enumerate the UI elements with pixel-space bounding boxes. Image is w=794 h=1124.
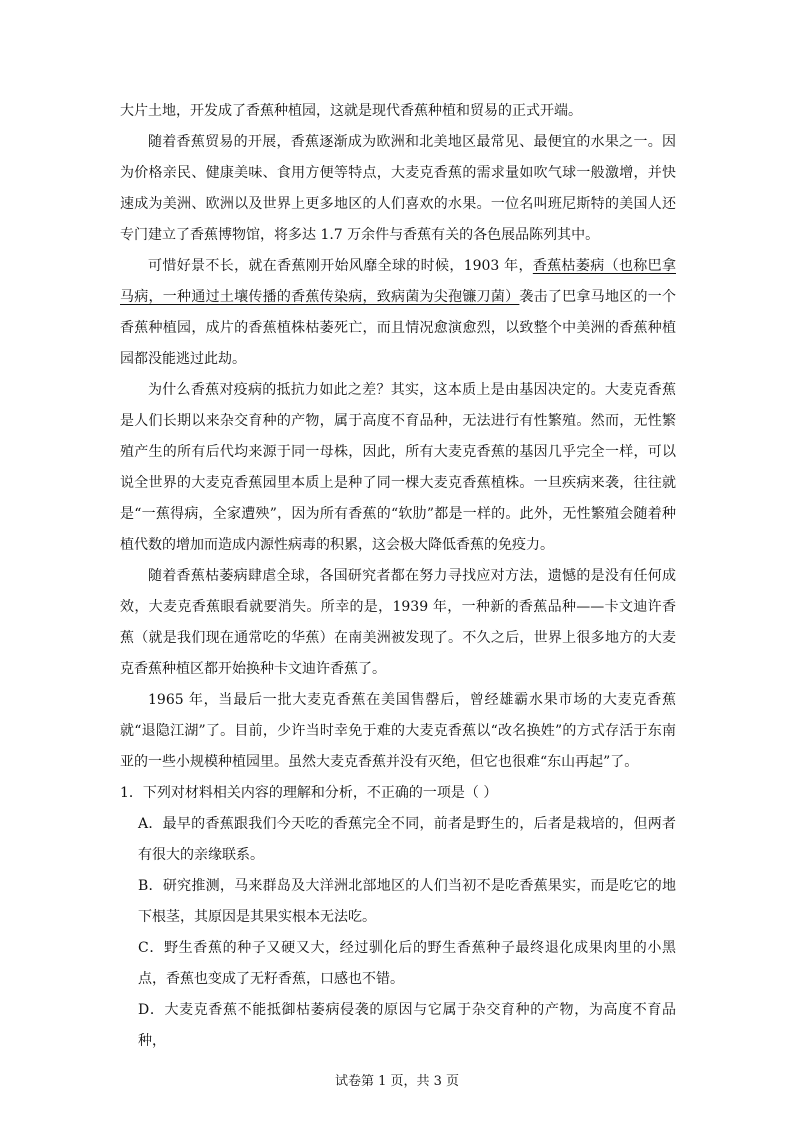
paragraph-4: 为什么香蕉对疫病的抵抗力如此之差？其实，这本质上是由基因决定的。大麦克香蕉是人们长期以来杂交育种的产物，属于高度不育品种，无法进行有性繁殖。然而，无性繁殖产生的所有后代均来源于同一母株，因此，所有大麦克香蕉的基因几乎完全一样，可以说全世界的大麦克香蕉园里本质上是种了同一棵大麦克香蕉植株。一旦疾病来袭，往往就是“一蕉得病，全家遭殃”，因为所有香蕉的“软肋”都是一样的。此外，无性繁殖会随着种植代数的增加而造成内源性病毒的积累，这会极大降低香蕉的免疫力。 — [120, 382, 676, 553]
paragraph-2: 随着香蕉贸易的开展，香蕉逐渐成为欧洲和北美地区最常见、最便宜的水果之一。因为价格亲民、健康美味、食用方便等特点，大麦克香蕉的需求量如吹气球一般激增，并快速成为美洲、欧洲以及世界上更多地区的人们喜欢的水果。一位名叫班尼斯特的美国人还专门建立了香蕉博物馆，将多达 1.7 万余件与香蕉有关的各色展品陈列其中。 — [120, 134, 676, 243]
paragraph-6: 1965 年，当最后一批大麦克香蕉在美国售罄后，曾经雄霸水果市场的大麦克香蕉就“退隐江湖”了。目前，少许当时幸免于难的大麦克香蕉以“改名换姓”的方式存活于东南亚的一些小规模种植园里。虽然大麦克香蕉并没有灭绝，但它也很难“东山再起”了。 — [120, 692, 676, 770]
underlined-definition: 香蕉枯萎病（也称巴拿马病，一种通过土壤传播的香蕉传染病，致病菌为尖孢镰刀菌） — [120, 258, 676, 305]
option-b: B．研究推测，马来群岛及大洋洲北部地区的人们当初不是吃香蕉果实，而是吃它的地下根茎，其原因是其果实根本无法吃。 — [138, 878, 676, 925]
option-d: D．大麦克香蕉不能抵御枯萎病侵袭的原因与它属于杂交育种的产物，为高度不育品种， — [138, 1002, 676, 1049]
page-footer: 试卷第 1 页，共 3 页 — [334, 1074, 460, 1089]
paragraph-5: 随着香蕉枯萎病肆虐全球，各国研究者都在努力寻找应对方法，遗憾的是没有任何成效，大麦克香蕉眼看就要消失。所幸的是，1939 年，一种新的香蕉品种——卡文迪许香蕉（就是我们现在通常吃的华蕉）在南美洲被发现了。不久之后，世界上很多地方的大麦克香蕉种植区都开始换种卡文迪许香蕉了。 — [120, 568, 676, 677]
option-c: C．野生香蕉的种子又硬又大，经过驯化后的野生香蕉种子最终退化成果肉里的小黑点，香蕉也变成了无籽香蕉，口感也不错。 — [138, 940, 676, 987]
paragraph-1: 大片土地，开发成了香蕉种植园，这就是现代香蕉种植和贸易的正式开端。 — [120, 103, 582, 119]
question-1 — [120, 778, 676, 1057]
reading-passage — [120, 96, 676, 1057]
paragraph-3 — [120, 251, 676, 375]
paragraph-3-after: 袭击了巴拿马地区的一个香蕉种植园，成片的香蕉植株枯萎死亡，而且情况愈演愈烈，以致整个中美洲的香蕉种植园都没能逃过此劫。 — [120, 289, 677, 367]
question-stem: 1．下列对材料相关内容的理解和分析，不正确的一项是（ ） — [120, 785, 498, 801]
paragraph-3-before: 可惜好景不长，就在香蕉刚开始风靡全球的时候，1903 年， — [148, 258, 533, 274]
option-a: A．最早的香蕉跟我们今天吃的香蕉完全不同，前者是野生的，后者是栽培的，但两者有很大的亲缘联系。 — [138, 816, 676, 863]
